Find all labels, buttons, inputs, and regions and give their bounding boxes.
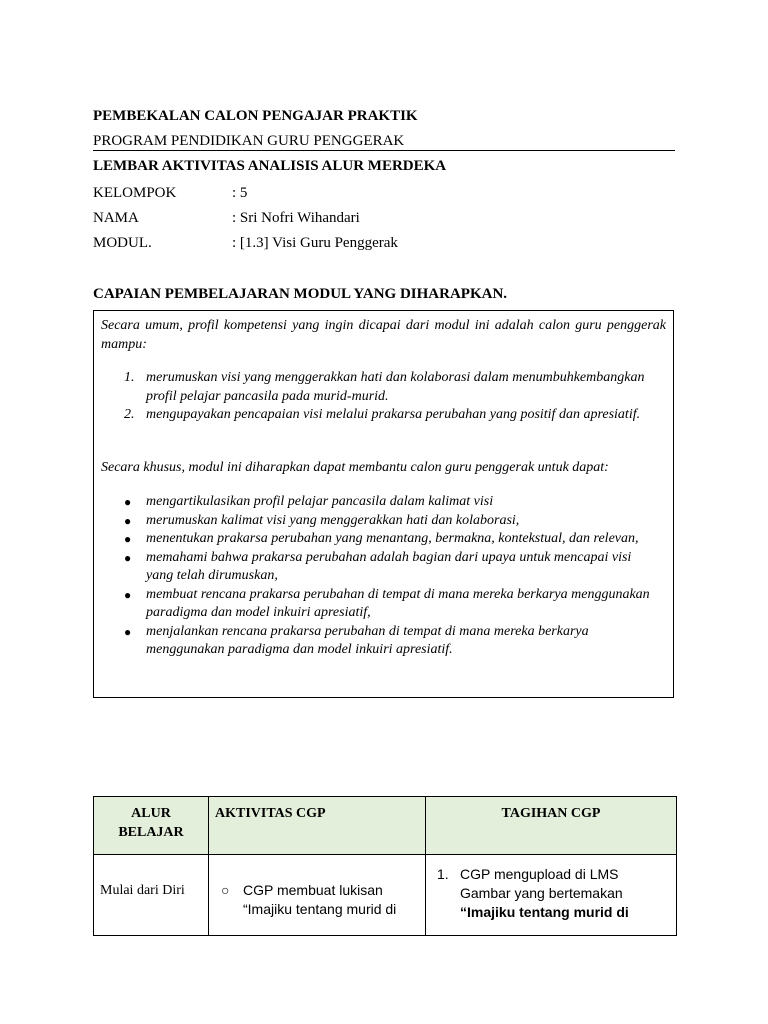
capaian-heading: CAPAIAN PEMBELAJARAN MODUL YANG DIHARAPKAN. xyxy=(93,286,508,302)
list-item-text: merumuskan kalimat visi yang menggerakkan hati dan kolaborasi, xyxy=(146,512,520,528)
bullet-icon: ● xyxy=(124,495,132,509)
bullet-icon: ● xyxy=(124,587,132,602)
info-label-nama: NAMA xyxy=(93,210,139,226)
bullet-icon: ● xyxy=(124,550,132,565)
list-item xyxy=(101,493,661,512)
aktivitas-text: CGP membuat lukisan “Imajiku tentang murid di xyxy=(243,882,397,917)
bullet-icon: ● xyxy=(124,532,132,546)
sheet-title: LEMBAR AKTIVITAS ANALISIS ALUR MERDEKA xyxy=(93,158,447,174)
header-tagihan-cgp: TAGIHAN CGP xyxy=(426,797,677,855)
table-header-row xyxy=(94,797,677,855)
list-item-text: mengupayakan pencapaian visi melalui prakarsa perubahan yang positif dan apresiatif. xyxy=(146,407,641,422)
header-alur-belajar: ALUR BELAJAR xyxy=(94,797,209,855)
info-value-modul: : [1.3] Visi Guru Penggerak xyxy=(232,235,398,251)
list-item xyxy=(101,549,661,586)
header-aktivitas-cgp: AKTIVITAS CGP xyxy=(209,797,426,855)
cell-tagihan xyxy=(426,855,677,936)
table-row xyxy=(94,855,677,936)
info-value-kelompok: : 5 xyxy=(232,185,248,201)
list-item xyxy=(101,369,661,406)
alur-table xyxy=(93,796,677,936)
info-label-kelompok: KELOMPOK xyxy=(93,185,177,201)
aktivitas-item xyxy=(209,855,425,919)
tagihan-bold-text: “Imajiku tentang murid di xyxy=(460,904,629,920)
list-item-text: mengartikulasikan profil pelajar pancasila dalam kalimat visi xyxy=(146,494,494,509)
list-item xyxy=(101,586,661,623)
numbered-list xyxy=(101,369,661,425)
list-item-text: merumuskan visi yang menggerakkan hati dan kolaborasi dalam menumbuhkembangkan profil pelajar pancasila pada murid-murid. xyxy=(146,370,645,404)
list-item xyxy=(101,512,661,531)
tagihan-marker: 1. xyxy=(437,866,449,882)
list-item xyxy=(101,406,661,425)
bullet-icon: ● xyxy=(124,624,132,639)
tagihan-item xyxy=(426,855,676,922)
capaian-box xyxy=(93,310,674,698)
program-title: PROGRAM PENDIDIKAN GURU PENGGERAK xyxy=(93,133,405,149)
list-item-text: membuat rencana prakarsa perubahan di tempat di mana mereka berkarya menggunakan paradigma dan model inkuiri apresiatif, xyxy=(146,586,650,620)
capaian-specific-intro: Secara khusus, modul ini diharapkan dapat membantu calon guru penggerak untuk dapat: xyxy=(101,460,609,475)
tagihan-text: CGP mengupload di LMS Gambar yang bertemakan xyxy=(460,866,623,901)
cell-aktivitas xyxy=(209,855,426,936)
bullet-list xyxy=(101,493,661,660)
list-marker: 2. xyxy=(124,407,135,422)
list-marker: 1. xyxy=(124,370,135,385)
info-label-modul: MODUL. xyxy=(93,235,152,251)
list-item xyxy=(101,623,661,660)
list-item xyxy=(101,530,661,549)
header-divider xyxy=(93,150,675,151)
alur-text: Mulai dari Diri xyxy=(100,883,185,898)
list-item-text: memahami bahwa prakarsa perubahan adalah bagian dari upaya untuk mencapai visi yang telah dirumuskan, xyxy=(146,549,632,583)
cell-alur xyxy=(94,855,209,936)
bullet-icon: ● xyxy=(124,513,132,528)
circle-bullet-icon: ○ xyxy=(221,882,230,898)
info-value-nama: : Sri Nofri Wihandari xyxy=(232,210,360,226)
capaian-intro: Secara umum, profil kompetensi yang ingin dicapai dari modul ini adalah calon guru penggerak mampu: xyxy=(101,318,666,352)
doc-title: PEMBEKALAN CALON PENGAJAR PRAKTIK xyxy=(93,108,418,124)
list-item-text: menjalankan rencana prakarsa perubahan di tempat di mana mereka berkarya menggunakan paradigma dan model inkuiri apresiatif. xyxy=(146,623,589,657)
list-item-text: menentukan prakarsa perubahan yang menantang, bermakna, kontekstual, dan relevan, xyxy=(146,531,639,546)
